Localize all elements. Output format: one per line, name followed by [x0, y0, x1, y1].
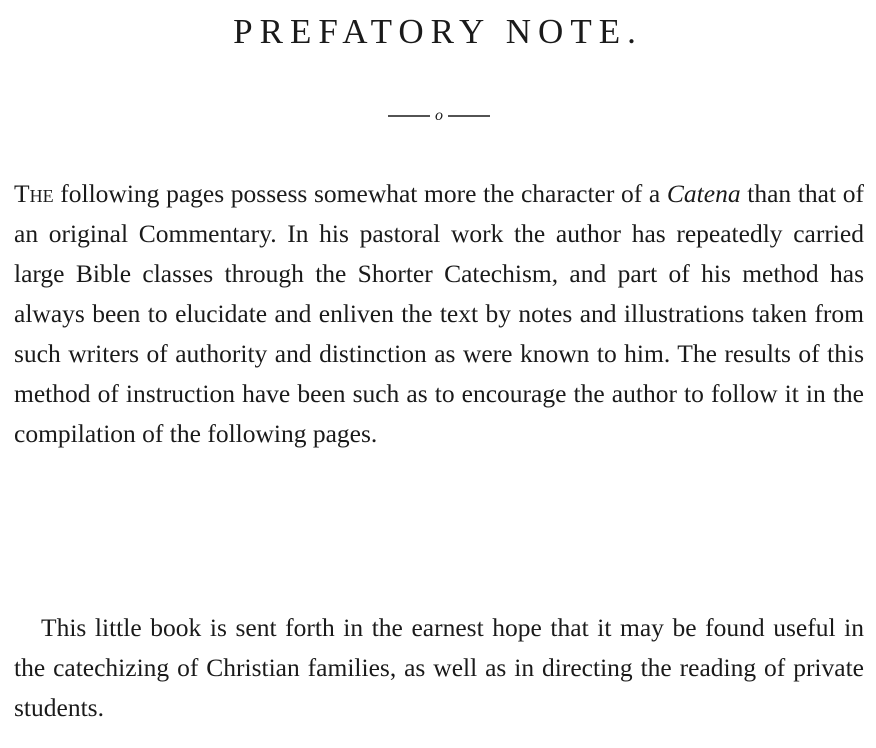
- ornament-glyph: o: [435, 107, 443, 124]
- paragraph-1-italic: Catena: [666, 179, 741, 208]
- ornament-divider: [384, 104, 494, 128]
- paragraph-1-before-italic: following pages possess somewhat more the character of a: [53, 179, 667, 208]
- paragraph-1: [14, 174, 864, 454]
- paragraph-1-after-italic: than that of an original Commentary. In his pastoral work the author has repeatedly carried large Bible classes through the Shorter Catechism, and part of his method has always been to elucidate and enliven the text by notes and illustrations taken from such writers of authority and distinction as were known to him. The results of this method of instruction have been such as to encourage the author to follow it in the compilation of the following pages.: [14, 179, 864, 448]
- paragraph-1-lead: The: [14, 179, 54, 208]
- page-title: PREFATORY NOTE.: [233, 12, 643, 51]
- paragraph-2: This little book is sent forth in the earnest hope that it may be found useful in the catechizing of Christian families, as well as in directing the reading of private students.: [14, 613, 864, 722]
